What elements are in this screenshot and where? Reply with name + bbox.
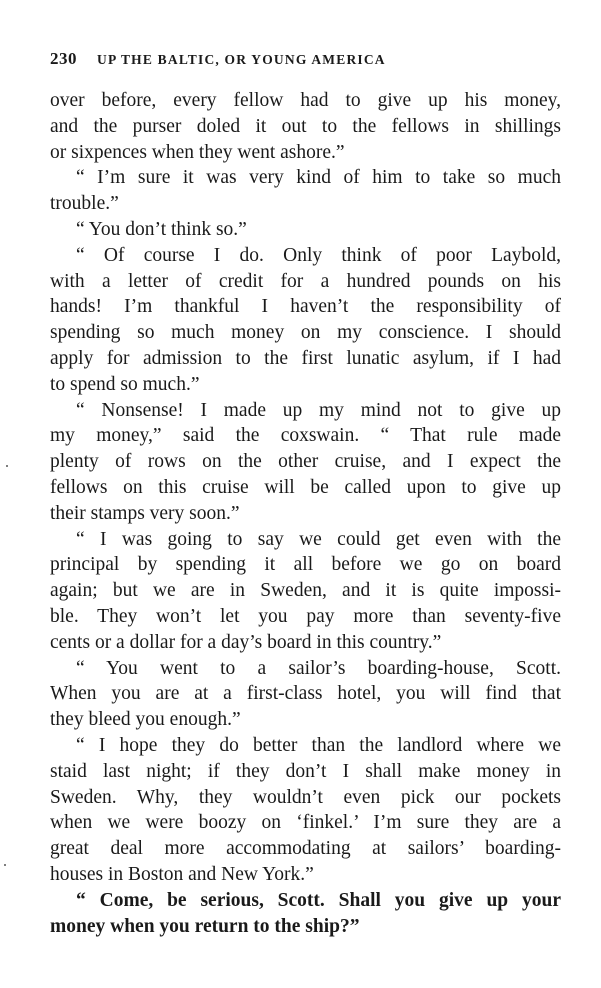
text-line: “ Nonsense! I made up my mind not to give up bbox=[76, 399, 561, 421]
page-number: 230 bbox=[50, 49, 77, 68]
text-line: “ Of course I do. Only think of poor Laybold, bbox=[76, 244, 561, 266]
text-line: with a letter of credit for a hundred pounds on his bbox=[50, 270, 561, 292]
text-line: my money,” said the coxswain. “ That rule made bbox=[50, 425, 561, 447]
text-line: spending so much money on my conscience. I should bbox=[50, 322, 561, 344]
text-line: hands! I’m thankful I haven’t the responsibility of bbox=[50, 296, 561, 318]
text-line: staid last night; if they don’t I shall make money in bbox=[50, 760, 561, 782]
running-title: UP THE BALTIC, OR YOUNG AMERICA bbox=[97, 52, 386, 67]
text-line: Sweden. Why, they wouldn’t even pick our pockets bbox=[50, 786, 561, 808]
text-line: great deal more accommodating at sailors’ boarding- bbox=[50, 838, 561, 860]
text-line: trouble.” bbox=[50, 193, 119, 215]
text-line: apply for admission to the first lunatic asylum, if I had bbox=[50, 347, 561, 369]
text-line: When you are at a first-class hotel, you will find that bbox=[50, 683, 561, 705]
text-line: ble. They won’t let you pay more than seventy-five bbox=[50, 605, 561, 627]
margin-speck bbox=[4, 864, 6, 866]
text-line: houses in Boston and New York.” bbox=[50, 863, 314, 885]
text-line: they bleed you enough.” bbox=[50, 709, 241, 731]
text-line: when we were boozy on ‘finkel.’ I’m sure they are a bbox=[50, 812, 561, 834]
text-line: to spend so much.” bbox=[50, 373, 200, 395]
text-line: “ You went to a sailor’s boarding-house, Scott. bbox=[76, 657, 561, 679]
text-line: “ I was going to say we could get even with the bbox=[76, 528, 561, 550]
text-line: fellows on this cruise will be called upon to give up bbox=[50, 476, 561, 498]
text-line: and the purser doled it out to the fellows in shillings bbox=[50, 115, 561, 137]
text-line: again; but we are in Sweden, and it is quite impossi- bbox=[50, 580, 561, 602]
text-line: “ I hope they do better than the landlord where we bbox=[76, 734, 561, 756]
margin-speck bbox=[6, 465, 8, 467]
text-line: “ Come, be serious, Scott. Shall you give up your bbox=[76, 889, 561, 911]
text-line: over before, every fellow had to give up his money, bbox=[50, 90, 561, 111]
text-line: “ You don’t think so.” bbox=[76, 218, 247, 240]
text-line: or sixpences when they went ashore.” bbox=[50, 141, 345, 163]
body-text bbox=[50, 88, 561, 939]
text-line: their stamps very soon.” bbox=[50, 502, 240, 524]
text-line: principal by spending it all before we go on board bbox=[50, 554, 561, 576]
text-line: money when you return to the ship?” bbox=[50, 915, 360, 937]
text-line: plenty of rows on the other cruise, and I expect the bbox=[50, 451, 561, 473]
text-line: “ I’m sure it was very kind of him to take so much bbox=[76, 167, 561, 189]
running-header bbox=[50, 49, 560, 73]
text-line: cents or a dollar for a day’s board in this country.” bbox=[50, 631, 442, 653]
